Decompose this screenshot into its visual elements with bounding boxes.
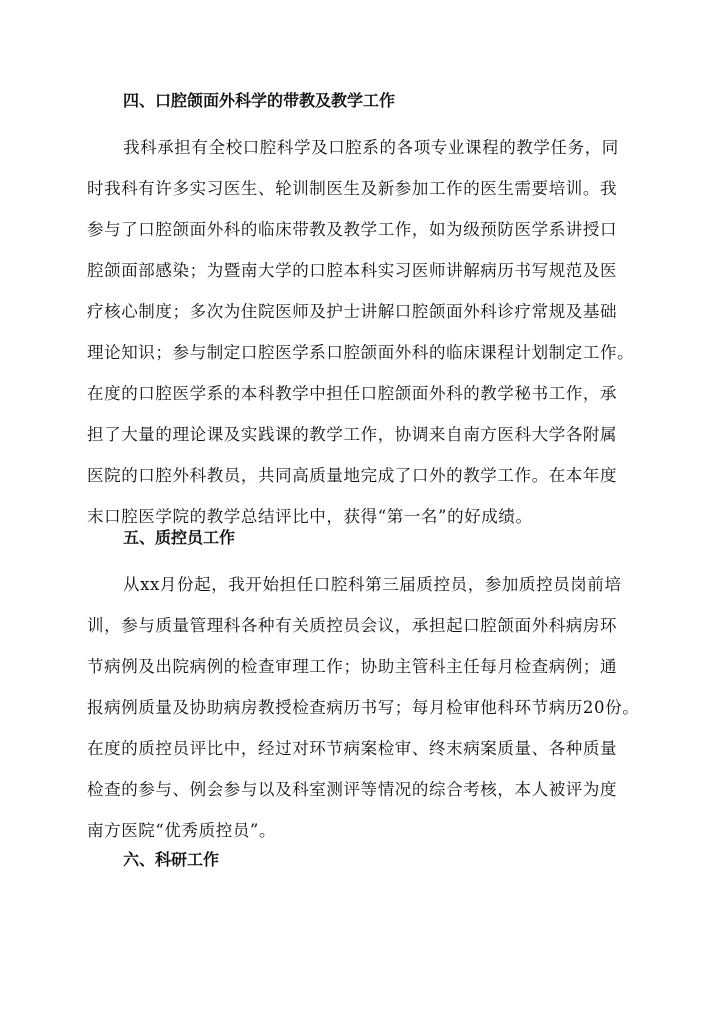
teaching-paragraph [87,127,647,537]
paragraph-line: 在度的质控员评比中，经过对环节病案检审、终末病案质量、各种质量 [87,739,618,758]
paragraph-line: 疗核心制度；多次为住院医师及护士讲解口腔颌面外科诊疗常规及基础 [87,302,618,321]
paragraph-line: 节病例及出院病例的检查审理工作；协助主管科主任每月检查病例；通 [87,657,618,676]
paragraph-line: 时我科有许多实习医生、轮训制医生及新参加工作的医生需要培训。我 [87,179,618,198]
quality-control-paragraph [87,564,647,851]
paragraph-line: 担了大量的理论课及实践课的教学工作，协调来自南方医科大学各附属 [87,425,618,444]
paragraph-line: 从xx月份起，我开始担任口腔科第三届质控员，参加质控员岗前培 [123,575,622,594]
paragraph-line: 在度的口腔医学系的本科教学中担任口腔颌面外科的教学秘书工作，承 [87,384,618,403]
paragraph-line: 训，参与质量管理科各种有关质控员会议，承担起口腔颌面外科病房环 [87,616,618,635]
paragraph-line: 南方医院“优秀质控员”。 [87,821,277,840]
paragraph-line: 报病例质量及协助病房教授检查病历书写；每月检审他科环节病历20份。 [87,698,640,717]
section-heading-research: 六、科研工作 [123,850,220,869]
paragraph-line: 理论知识；参与制定口腔医学系口腔颌面外科的临床课程计划制定工作。 [87,343,635,362]
paragraph-line: 腔颌面部感染；为暨南大学的口腔本科实习医师讲解病历书写规范及医 [87,261,618,280]
paragraph-line: 参与了口腔颌面外科的临床带教及教学工作，如为级预防医学系讲授口 [87,220,618,239]
section-heading-quality-control: 五、质控员工作 [123,528,236,547]
paragraph-line: 检查的参与、例会参与以及科室测评等情况的综合考核，本人被评为度 [87,780,618,799]
paragraph-line: 医院的口腔外科教员，共同高质量地完成了口外的教学工作。在本年度 [87,466,618,485]
paragraph-line: 我科承担有全校口腔科学及口腔系的各项专业课程的教学任务，同 [123,138,619,157]
paragraph-line: 末口腔医学院的教学总结评比中，获得“第一名”的好成绩。 [87,507,533,526]
section-heading-teaching: 四、口腔颌面外科学的带教及教学工作 [123,91,396,110]
